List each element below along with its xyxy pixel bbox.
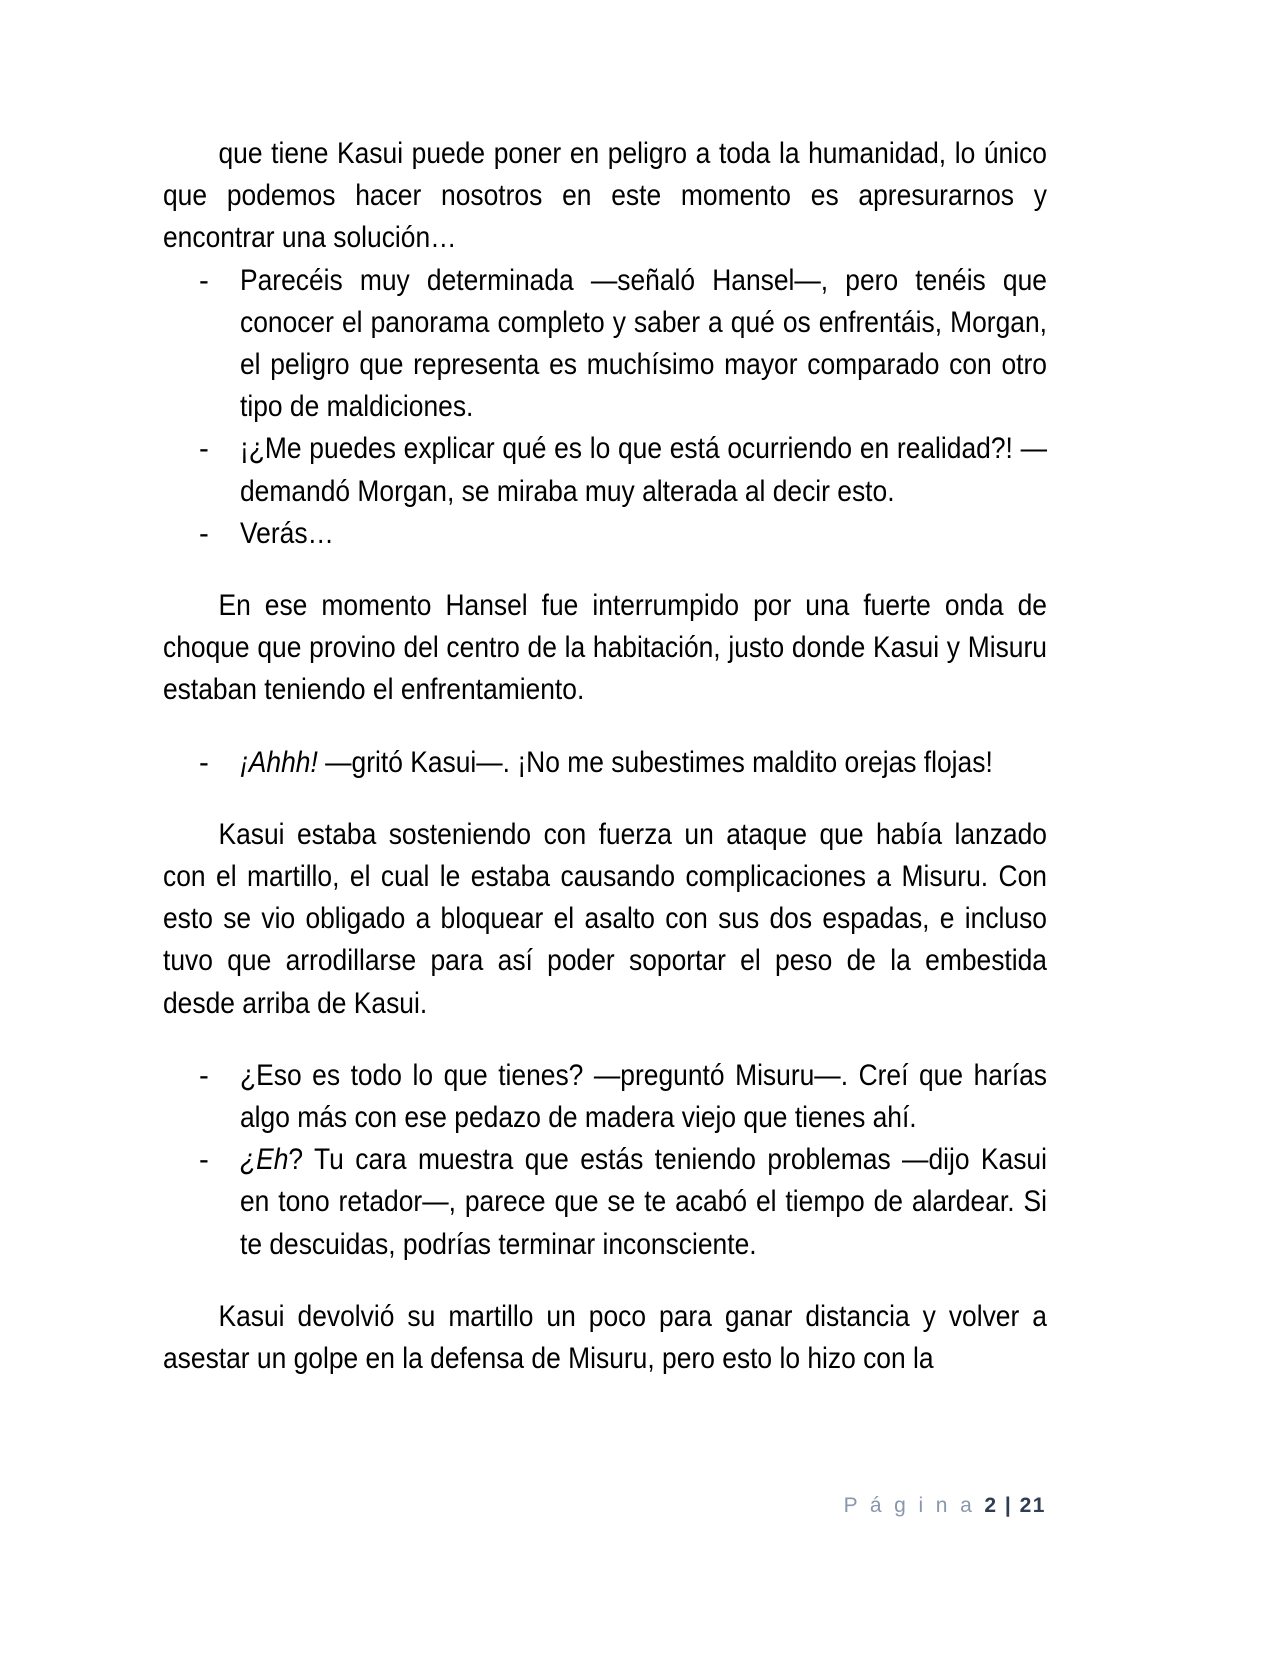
list-dash-marker: - (199, 1143, 209, 1177)
block-spacer (163, 784, 1047, 814)
list-item (163, 742, 1047, 784)
list-dash-marker: - (199, 745, 209, 779)
block-spacer (163, 1025, 1047, 1055)
list-item-label (240, 742, 1047, 784)
list-item (163, 1139, 1047, 1266)
dialogue-list-1 (163, 260, 1047, 555)
dialogue-list-3 (163, 1055, 1047, 1266)
list-item (163, 428, 1047, 512)
paragraph-1: que tiene Kasui puede poner en peligro a toda la humanidad, lo único que podemos hacer nosotros en este momento es apresurarnos y encontrar una solución… (163, 137, 1047, 255)
list-item-rest: —gritó Kasui—. ¡No me subestimes maldito orejas flojas! (317, 745, 993, 779)
footer-page-number: 2 | 21 (984, 1494, 1046, 1517)
paragraph-2: En ese momento Hansel fue interrumpido por una fuerte onda de choque que provino del centro de la habitación, justo donde Kasui y Misuru estaban teniendo el enfrentamiento. (163, 589, 1047, 707)
list-item-rest: ? Tu cara muestra que estás teniendo problemas —dijo Kasui en tono retador—, parece que se te acabó el tiempo de alardear. Si te descuidas, podrías terminar inconsciente. (240, 1143, 1047, 1261)
paragraph-4: Kasui devolvió su martillo un poco para ganar distancia y volver a asestar un golpe en la defensa de Misuru, pero esto lo hizo con la (163, 1299, 1047, 1376)
document-body (163, 133, 1047, 1380)
list-item (163, 1055, 1047, 1139)
list-item-label: Verás… (240, 516, 334, 550)
dialogue-list-2 (163, 742, 1047, 784)
list-item-label (240, 1139, 1047, 1266)
footer-label: P á g i n a (843, 1494, 985, 1517)
list-item-label: ¡¿Me puedes explicar qué es lo que está ocurriendo en realidad?! —demandó Morgan, se miraba muy alterada al decir esto. (240, 432, 1047, 508)
list-item-label: ¿Eso es todo lo que tienes? —preguntó Misuru—. Creí que harías algo más con ese pedazo de madera viejo que tienes ahí. (240, 1058, 1047, 1135)
list-item (163, 513, 1047, 555)
list-dash-marker: - (199, 263, 209, 297)
block-spacer (163, 712, 1047, 742)
list-dash-marker: - (199, 1058, 209, 1092)
italic-interjection: ¿Eh (240, 1143, 289, 1177)
block-spacer (163, 1266, 1047, 1296)
list-item (163, 260, 1047, 429)
block-spacer (163, 555, 1047, 585)
page-footer (0, 1494, 1280, 1518)
italic-exclamation: ¡Ahhh! (240, 745, 318, 779)
paragraph-3: Kasui estaba sosteniendo con fuerza un ataque que había lanzado con el martillo, el cual le estaba causando complicaciones a Misuru. Con esto se vio obligado a bloquear el asalto con sus dos espadas, e incluso tuvo que arrodillarse para así poder soportar el peso de la embestida desde arriba de Kasui. (163, 817, 1047, 1020)
list-item-label: Parecéis muy determinada —señaló Hansel—, pero tenéis que conocer el panorama completo y saber a qué os enfrentáis, Morgan, el peligro que representa es muchísimo mayor comparado con otro tipo de maldiciones. (240, 263, 1047, 424)
list-dash-marker: - (199, 432, 209, 466)
list-dash-marker: - (199, 516, 209, 550)
